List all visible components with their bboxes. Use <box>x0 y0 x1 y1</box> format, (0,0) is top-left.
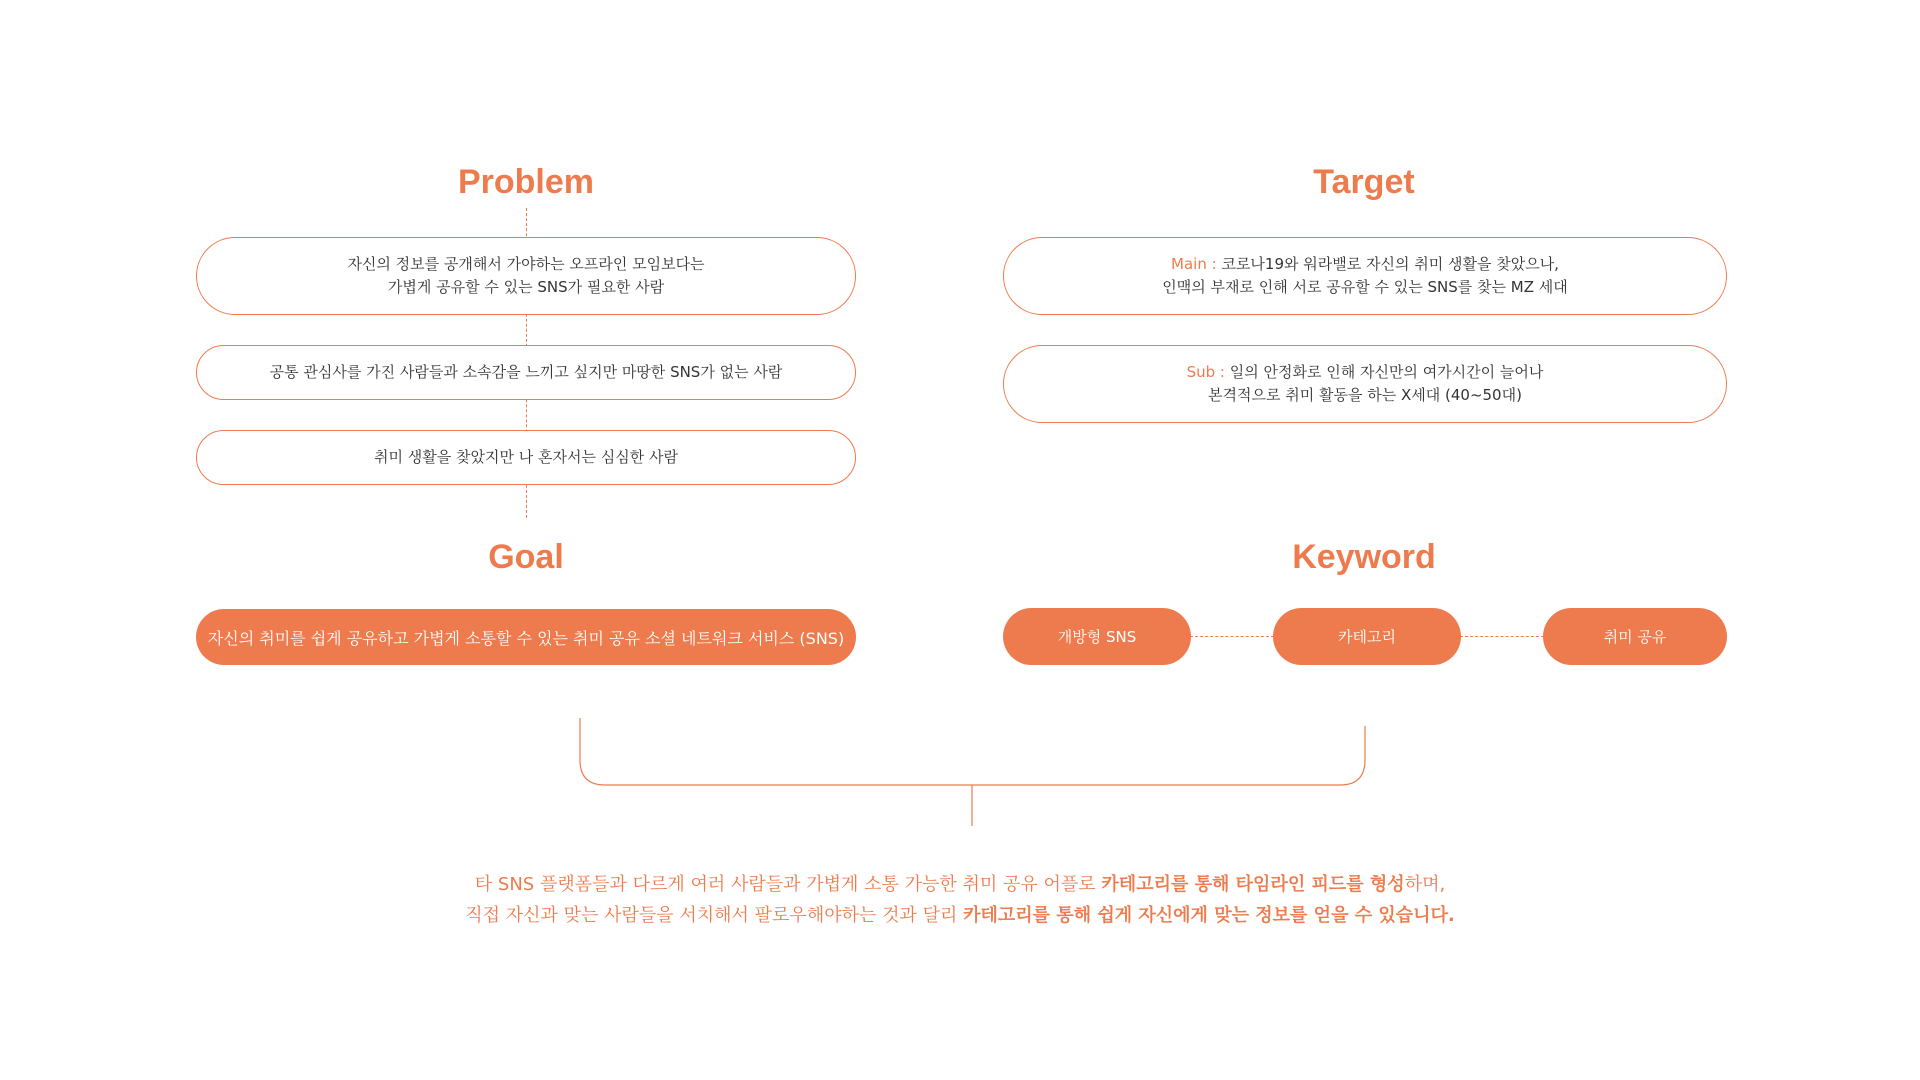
goal-heading: Goal <box>488 538 564 576</box>
problem-item-2 <box>196 345 856 400</box>
summary-line-1-c: 하며, <box>1404 874 1446 895</box>
target-sub-box <box>1003 345 1727 423</box>
problem-item-1-line2: 가볍게 공유할 수 있는 SNS가 필요한 사람 <box>387 278 665 296</box>
summary-line-1 <box>260 869 1660 900</box>
keyword-item-3-label: 취미 공유 <box>1603 628 1667 646</box>
goal-box <box>196 609 856 665</box>
keyword-item-3 <box>1543 608 1727 665</box>
target-sub-line2: 본격적으로 취미 활동을 하는 X세대 (40~50대) <box>1208 386 1522 404</box>
summary-line-2-a: 직접 자신과 맞는 사람들을 서치해서 팔로우해야하는 것과 달리 <box>465 905 964 926</box>
problem-item-3 <box>196 430 856 485</box>
keyword-heading: Keyword <box>1292 538 1436 576</box>
keyword-connector-2 <box>1460 636 1544 637</box>
target-main-text1: 코로나19와 워라밸로 자신의 취미 생활을 찾았으나, <box>1216 255 1559 273</box>
target-sub-line1 <box>1187 361 1544 384</box>
target-main-label: Main : <box>1171 255 1217 273</box>
keyword-connector-1 <box>1190 636 1274 637</box>
target-heading: Target <box>1313 163 1415 201</box>
problem-item-3-line1: 취미 생활을 찾았지만 나 혼자서는 심심한 사람 <box>374 448 678 466</box>
summary-line-1-b: 카테고리를 통해 타임라인 피드를 형성 <box>1101 874 1405 895</box>
problem-item-1-line1: 자신의 정보를 공개해서 가야하는 오프라인 모임보다는 <box>347 255 705 273</box>
summary <box>260 869 1660 931</box>
problem-heading: Problem <box>457 163 595 201</box>
keyword-item-2 <box>1273 608 1461 665</box>
problem-item-1 <box>196 237 856 315</box>
summary-line-2-b: 카테고리를 통해 쉽게 자신에게 맞는 정보를 얻을 수 있습니다. <box>963 905 1455 926</box>
goal-text: 자신의 취미를 쉽게 공유하고 가볍게 소통할 수 있는 취미 공유 소셜 네트워크 서비스 (SNS) <box>207 628 845 648</box>
target-main-line1 <box>1171 253 1559 276</box>
target-sub-label: Sub : <box>1186 363 1225 381</box>
keyword-item-1-label: 개방형 SNS <box>1057 628 1137 646</box>
target-sub-text1: 일의 안정화로 인해 자신만의 여가시간이 늘어나 <box>1224 363 1544 381</box>
keyword-item-2-label: 카테고리 <box>1338 628 1396 646</box>
summary-line-2 <box>260 900 1660 931</box>
target-main-box <box>1003 237 1727 315</box>
problem-item-2-line1: 공통 관심사를 가진 사람들과 소속감을 느끼고 싶지만 마땅한 SNS가 없는 사람 <box>269 363 783 381</box>
merge-bracket-path <box>580 718 1365 785</box>
keyword-item-1 <box>1003 608 1191 665</box>
summary-line-1-a: 타 SNS 플랫폼들과 다르게 여러 사람들과 가볍게 소통 가능한 취미 공유 어플로 <box>474 874 1102 895</box>
target-main-line2: 인맥의 부재로 인해 서로 공유할 수 있는 SNS를 찾는 MZ 세대 <box>1162 278 1568 296</box>
merge-bracket <box>570 710 1370 830</box>
